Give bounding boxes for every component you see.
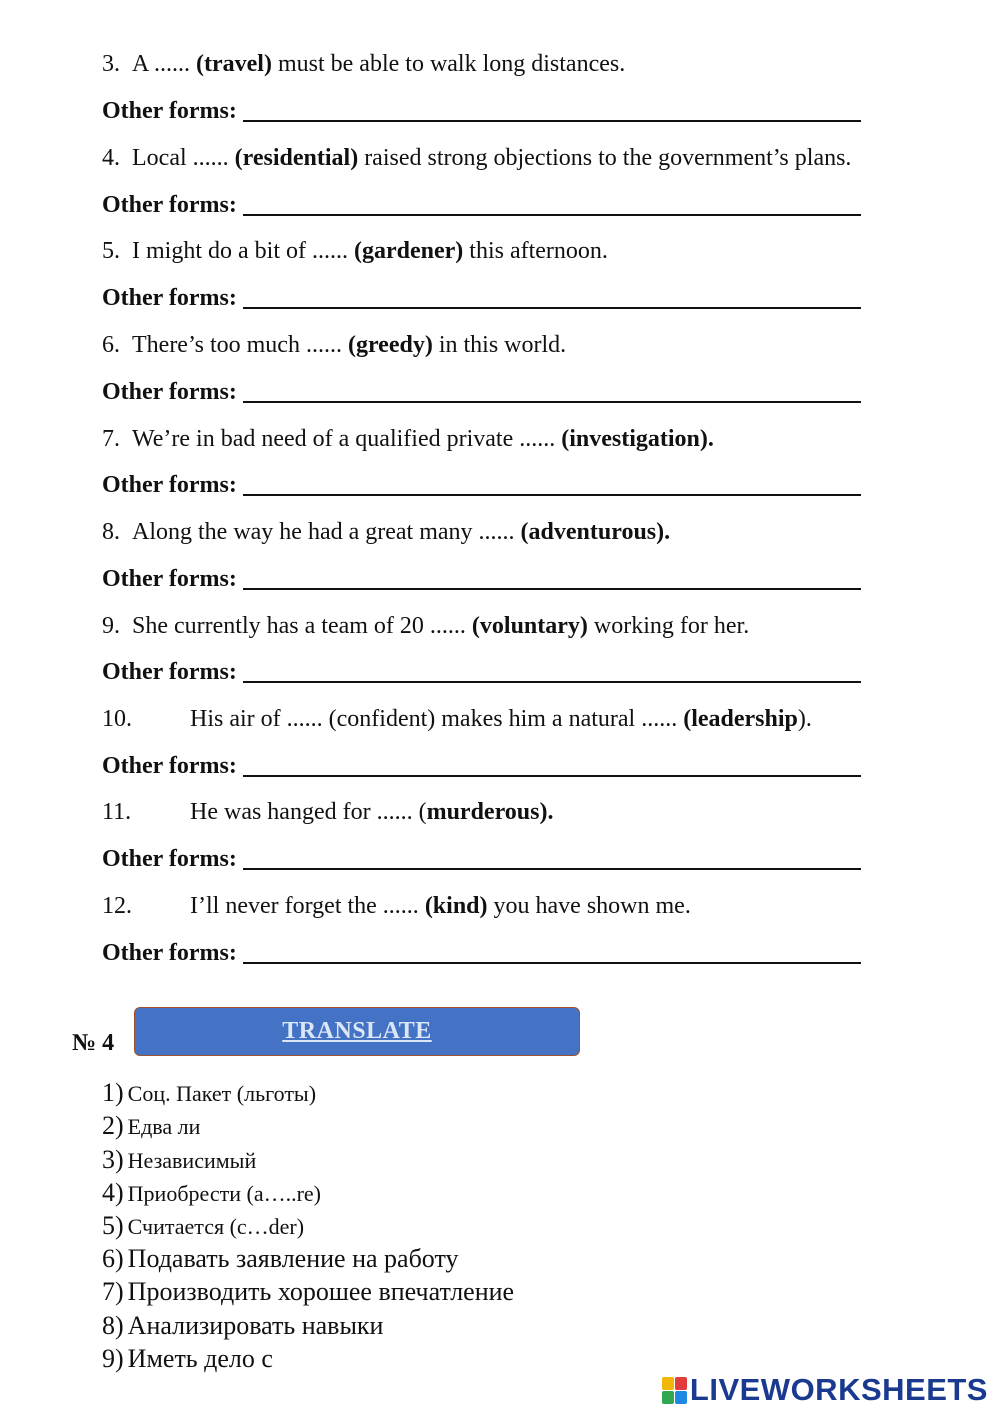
sentence-item: 5. I might do a bit of ...... (gardener) this afternoon. [102,238,608,264]
other-forms-line[interactable]: Other forms: [102,283,861,313]
sentence-item: 3. A ...... (travel) must be able to walk long distances. [102,51,626,77]
sentence-item: 12. I’ll never forget the ...... (kind) you have shown me. [102,893,691,919]
answer-blank[interactable] [243,307,861,309]
list-item: 1) Соц. Пакет (льготы) [102,1078,317,1107]
other-forms-line[interactable]: Other forms: [102,751,861,781]
list-item: 2) Едва ли [102,1111,201,1140]
sentence-item: 6. There’s too much ...... (greedy) in this world. [102,332,567,358]
sentence-item: 10. His air of ...... (confident) makes him a natural ...... (leadership). [102,706,812,732]
other-forms-line[interactable]: Other forms: [102,844,861,874]
liveworksheets-logo-icon [662,1377,687,1404]
sentence-item: 11. He was hanged for ...... (murderous). [102,799,554,825]
answer-blank[interactable] [243,681,861,683]
list-item: 7) Производить хорошее впечатление [102,1277,515,1306]
list-item: 5) Считается (c…der) [102,1211,305,1240]
other-forms-line[interactable]: Other forms: [102,377,861,407]
exercise-4-number: № 4 [72,1030,115,1056]
sentence-item: 8. Along the way he had a great many ...... (adventurous). [102,519,671,545]
list-item: 4) Приобрести (a…..re) [102,1178,321,1207]
sentence-item: 4. Local ...... (residential) raised strong objections to the government’s plans. [102,145,852,171]
answer-blank[interactable] [243,120,861,122]
other-forms-line[interactable]: Other forms: [102,470,861,500]
answer-blank[interactable] [243,588,861,590]
other-forms-line[interactable]: Other forms: [102,564,861,594]
list-item: 8) Анализировать навыки [102,1311,384,1340]
list-item: 3) Независимый [102,1145,257,1174]
list-item: 6) Подавать заявление на работу [102,1244,459,1273]
other-forms-line[interactable]: Other forms: [102,96,861,126]
other-forms-line[interactable]: Other forms: [102,938,861,968]
answer-blank[interactable] [243,775,861,777]
list-item: 9) Иметь дело с [102,1344,273,1373]
answer-blank[interactable] [243,214,861,216]
other-forms-line[interactable]: Other forms: [102,657,861,687]
answer-blank[interactable] [243,401,861,403]
answer-blank[interactable] [243,962,861,964]
liveworksheets-logo: LIVEWORKSHEETS [662,1372,988,1408]
answer-blank[interactable] [243,868,861,870]
answer-blank[interactable] [243,494,861,496]
translate-button-label: TRANSLATE [282,1018,432,1044]
sentence-item: 9. She currently has a team of 20 ...... (voluntary) working for her. [102,613,750,639]
translate-button[interactable] [134,1007,580,1056]
other-forms-line[interactable]: Other forms: [102,190,861,220]
sentence-item: 7. We’re in bad need of a qualified private ...... (investigation). [102,426,714,452]
